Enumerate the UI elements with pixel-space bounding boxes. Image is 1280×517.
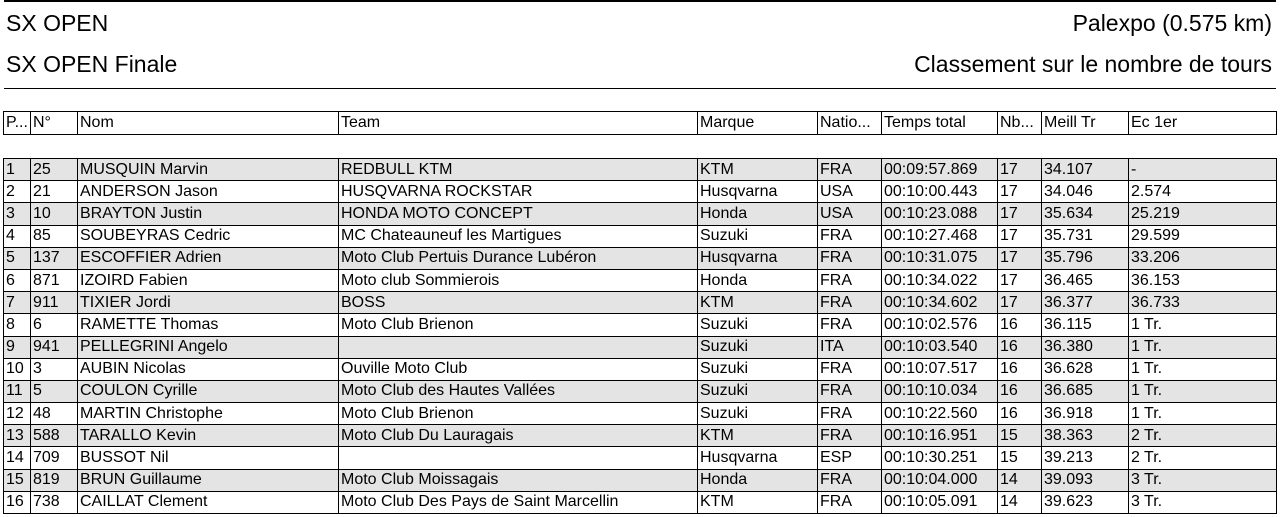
cell-brand: Suzuki (698, 380, 818, 402)
table-row[interactable] (4, 292, 1277, 314)
cell-total-time: 00:10:16.951 (882, 425, 998, 447)
cell-gap: 36.153 (1129, 269, 1277, 291)
cell-position: 13 (4, 425, 31, 447)
cell-laps: 16 (998, 358, 1042, 380)
cell-nationality: FRA (818, 425, 882, 447)
cell-position: 3 (4, 203, 31, 225)
table-row[interactable] (4, 447, 1277, 469)
cell-nationality: FRA (818, 469, 882, 491)
cell-number: 709 (31, 447, 78, 469)
cell-total-time: 00:10:02.576 (882, 314, 998, 336)
cell-number: 25 (31, 159, 78, 181)
cell-number: 6 (31, 314, 78, 336)
cell-nationality: ITA (818, 336, 882, 358)
cell-brand: KTM (698, 491, 818, 513)
cell-brand: Honda (698, 269, 818, 291)
cell-nationality: USA (818, 181, 882, 203)
col-header-team[interactable]: Team (339, 112, 698, 135)
cell-position: 7 (4, 292, 31, 314)
col-header-position[interactable]: P... (4, 112, 31, 135)
cell-number: 3 (31, 358, 78, 380)
cell-position: 1 (4, 159, 31, 181)
table-row[interactable] (4, 380, 1277, 402)
cell-name: COULON Cyrille (78, 380, 339, 402)
cell-name: TARALLO Kevin (78, 425, 339, 447)
cell-brand: Suzuki (698, 336, 818, 358)
cell-best-lap: 39.623 (1042, 491, 1129, 513)
cell-best-lap: 36.628 (1042, 358, 1129, 380)
cell-nationality: FRA (818, 159, 882, 181)
cell-name: SOUBEYRAS Cedric (78, 225, 339, 247)
cell-laps: 15 (998, 447, 1042, 469)
cell-number: 911 (31, 292, 78, 314)
cell-best-lap: 36.918 (1042, 403, 1129, 425)
cell-name: PELLEGRINI Angelo (78, 336, 339, 358)
cell-gap: 25.219 (1129, 203, 1277, 225)
cell-total-time: 00:10:34.022 (882, 269, 998, 291)
cell-team: Moto Club Brienon (339, 403, 698, 425)
cell-best-lap: 34.046 (1042, 181, 1129, 203)
cell-gap: 36.733 (1129, 292, 1277, 314)
cell-number: 48 (31, 403, 78, 425)
cell-team: Moto Club Brienon (339, 314, 698, 336)
cell-gap: 1 Tr. (1129, 358, 1277, 380)
cell-total-time: 00:10:23.088 (882, 203, 998, 225)
cell-gap: 1 Tr. (1129, 403, 1277, 425)
table-row[interactable] (4, 314, 1277, 336)
cell-total-time: 00:10:31.075 (882, 247, 998, 269)
cell-nationality: FRA (818, 247, 882, 269)
cell-laps: 16 (998, 380, 1042, 402)
table-row[interactable] (4, 247, 1277, 269)
cell-position: 8 (4, 314, 31, 336)
cell-laps: 17 (998, 225, 1042, 247)
col-header-name[interactable]: Nom (78, 112, 339, 135)
cell-team: Moto Club Pertuis Durance Lubéron (339, 247, 698, 269)
cell-position: 2 (4, 181, 31, 203)
header-spacer-row (4, 135, 1277, 159)
cell-number: 21 (31, 181, 78, 203)
cell-nationality: FRA (818, 491, 882, 513)
cell-best-lap: 36.115 (1042, 314, 1129, 336)
table-header-row (4, 112, 1277, 135)
cell-laps: 17 (998, 269, 1042, 291)
cell-brand: Husqvarna (698, 181, 818, 203)
cell-brand: Suzuki (698, 403, 818, 425)
cell-best-lap: 38.363 (1042, 425, 1129, 447)
cell-total-time: 00:09:57.869 (882, 159, 998, 181)
cell-brand: Husqvarna (698, 247, 818, 269)
cell-number: 588 (31, 425, 78, 447)
cell-team: BOSS (339, 292, 698, 314)
cell-team: Moto Club Des Pays de Saint Marcellin (339, 491, 698, 513)
cell-position: 11 (4, 380, 31, 402)
cell-team: Moto club Sommierois (339, 269, 698, 291)
cell-total-time: 00:10:34.602 (882, 292, 998, 314)
cell-name: BRUN Guillaume (78, 469, 339, 491)
cell-team: Ouville Moto Club (339, 358, 698, 380)
cell-name: CAILLAT Clement (78, 491, 339, 513)
cell-best-lap: 35.796 (1042, 247, 1129, 269)
event-title: SX OPEN (6, 10, 109, 36)
cell-gap: 3 Tr. (1129, 491, 1277, 513)
cell-name: AUBIN Nicolas (78, 358, 339, 380)
cell-position: 4 (4, 225, 31, 247)
cell-team: Moto Club Moissagais (339, 469, 698, 491)
cell-total-time: 00:10:27.468 (882, 225, 998, 247)
table-row[interactable] (4, 491, 1277, 513)
cell-laps: 14 (998, 469, 1042, 491)
cell-name: IZOIRD Fabien (78, 269, 339, 291)
cell-number: 5 (31, 380, 78, 402)
cell-nationality: FRA (818, 403, 882, 425)
col-header-gap[interactable]: Ec 1er (1129, 112, 1277, 135)
cell-position: 5 (4, 247, 31, 269)
table-row[interactable] (4, 358, 1277, 380)
cell-number: 10 (31, 203, 78, 225)
cell-nationality: FRA (818, 292, 882, 314)
cell-nationality: FRA (818, 380, 882, 402)
cell-number: 738 (31, 491, 78, 513)
cell-brand: Suzuki (698, 314, 818, 336)
cell-team: HONDA MOTO CONCEPT (339, 203, 698, 225)
col-header-total-time[interactable]: Temps total (882, 112, 998, 135)
cell-nationality: ESP (818, 447, 882, 469)
cell-name: MARTIN Christophe (78, 403, 339, 425)
cell-nationality: FRA (818, 358, 882, 380)
cell-laps: 14 (998, 491, 1042, 513)
cell-best-lap: 39.213 (1042, 447, 1129, 469)
col-header-number[interactable]: N° (31, 112, 78, 135)
cell-brand: KTM (698, 159, 818, 181)
cell-team (339, 447, 698, 469)
cell-laps: 17 (998, 247, 1042, 269)
cell-best-lap: 39.093 (1042, 469, 1129, 491)
cell-number: 819 (31, 469, 78, 491)
cell-gap: 1 Tr. (1129, 380, 1277, 402)
table-row[interactable] (4, 469, 1277, 491)
cell-position: 6 (4, 269, 31, 291)
cell-total-time: 00:10:03.540 (882, 336, 998, 358)
cell-gap: 1 Tr. (1129, 336, 1277, 358)
cell-nationality: FRA (818, 314, 882, 336)
table-row[interactable] (4, 269, 1277, 291)
cell-laps: 16 (998, 403, 1042, 425)
cell-best-lap: 36.380 (1042, 336, 1129, 358)
table-row[interactable] (4, 203, 1277, 225)
cell-total-time: 00:10:22.560 (882, 403, 998, 425)
spacer-cell (4, 135, 1277, 159)
cell-nationality: USA (818, 203, 882, 225)
col-header-laps[interactable]: Nb... (998, 112, 1042, 135)
cell-total-time: 00:10:07.517 (882, 358, 998, 380)
cell-name: ESCOFFIER Adrien (78, 247, 339, 269)
cell-laps: 16 (998, 336, 1042, 358)
header-divider (4, 88, 1276, 89)
cell-total-time: 00:10:10.034 (882, 380, 998, 402)
venue-label: Palexpo (0.575 km) (1072, 10, 1272, 36)
cell-best-lap: 35.634 (1042, 203, 1129, 225)
cell-gap: 2 Tr. (1129, 447, 1277, 469)
cell-position: 15 (4, 469, 31, 491)
cell-gap: 2 Tr. (1129, 425, 1277, 447)
session-title: SX OPEN Finale (6, 51, 178, 77)
cell-brand: Suzuki (698, 358, 818, 380)
cell-nationality: FRA (818, 225, 882, 247)
cell-position: 14 (4, 447, 31, 469)
col-header-nationality[interactable]: Natio... (818, 112, 882, 135)
cell-best-lap: 36.465 (1042, 269, 1129, 291)
cell-team: Moto Club des Hautes Vallées (339, 380, 698, 402)
cell-position: 10 (4, 358, 31, 380)
cell-best-lap: 36.685 (1042, 380, 1129, 402)
cell-name: BRAYTON Justin (78, 203, 339, 225)
cell-gap: - (1129, 159, 1277, 181)
cell-gap: 3 Tr. (1129, 469, 1277, 491)
cell-name: RAMETTE Thomas (78, 314, 339, 336)
table-row[interactable] (4, 181, 1277, 203)
cell-position: 16 (4, 491, 31, 513)
cell-position: 9 (4, 336, 31, 358)
cell-name: TIXIER Jordi (78, 292, 339, 314)
ranking-type-label: Classement sur le nombre de tours (914, 51, 1272, 77)
cell-name: BUSSOT Nil (78, 447, 339, 469)
cell-team: MC Chateauneuf les Martigues (339, 225, 698, 247)
cell-team (339, 336, 698, 358)
results-table (3, 111, 1277, 514)
cell-gap: 1 Tr. (1129, 314, 1277, 336)
cell-brand: Husqvarna (698, 447, 818, 469)
cell-brand: Honda (698, 203, 818, 225)
cell-gap: 33.206 (1129, 247, 1277, 269)
cell-laps: 17 (998, 181, 1042, 203)
cell-number: 137 (31, 247, 78, 269)
cell-number: 871 (31, 269, 78, 291)
col-header-best-lap[interactable]: Meill Tr (1042, 112, 1129, 135)
cell-name: ANDERSON Jason (78, 181, 339, 203)
cell-brand: Honda (698, 469, 818, 491)
cell-total-time: 00:10:00.443 (882, 181, 998, 203)
cell-team: HUSQVARNA ROCKSTAR (339, 181, 698, 203)
table-row[interactable] (4, 336, 1277, 358)
cell-laps: 17 (998, 159, 1042, 181)
col-header-brand[interactable]: Marque (698, 112, 818, 135)
cell-team: REDBULL KTM (339, 159, 698, 181)
cell-brand: KTM (698, 425, 818, 447)
table-row[interactable] (4, 425, 1277, 447)
cell-laps: 17 (998, 292, 1042, 314)
top-rule (4, 0, 1276, 2)
cell-laps: 17 (998, 203, 1042, 225)
cell-best-lap: 34.107 (1042, 159, 1129, 181)
cell-position: 12 (4, 403, 31, 425)
cell-best-lap: 35.731 (1042, 225, 1129, 247)
cell-laps: 16 (998, 314, 1042, 336)
cell-best-lap: 36.377 (1042, 292, 1129, 314)
cell-number: 85 (31, 225, 78, 247)
cell-total-time: 00:10:30.251 (882, 447, 998, 469)
cell-total-time: 00:10:05.091 (882, 491, 998, 513)
cell-nationality: FRA (818, 269, 882, 291)
cell-brand: Suzuki (698, 225, 818, 247)
cell-laps: 15 (998, 425, 1042, 447)
cell-gap: 2.574 (1129, 181, 1277, 203)
table-row[interactable] (4, 403, 1277, 425)
cell-name: MUSQUIN Marvin (78, 159, 339, 181)
cell-gap: 29.599 (1129, 225, 1277, 247)
cell-team: Moto Club Du Lauragais (339, 425, 698, 447)
cell-total-time: 00:10:04.000 (882, 469, 998, 491)
table-row[interactable] (4, 225, 1277, 247)
table-row[interactable] (4, 159, 1277, 181)
cell-number: 941 (31, 336, 78, 358)
cell-brand: KTM (698, 292, 818, 314)
